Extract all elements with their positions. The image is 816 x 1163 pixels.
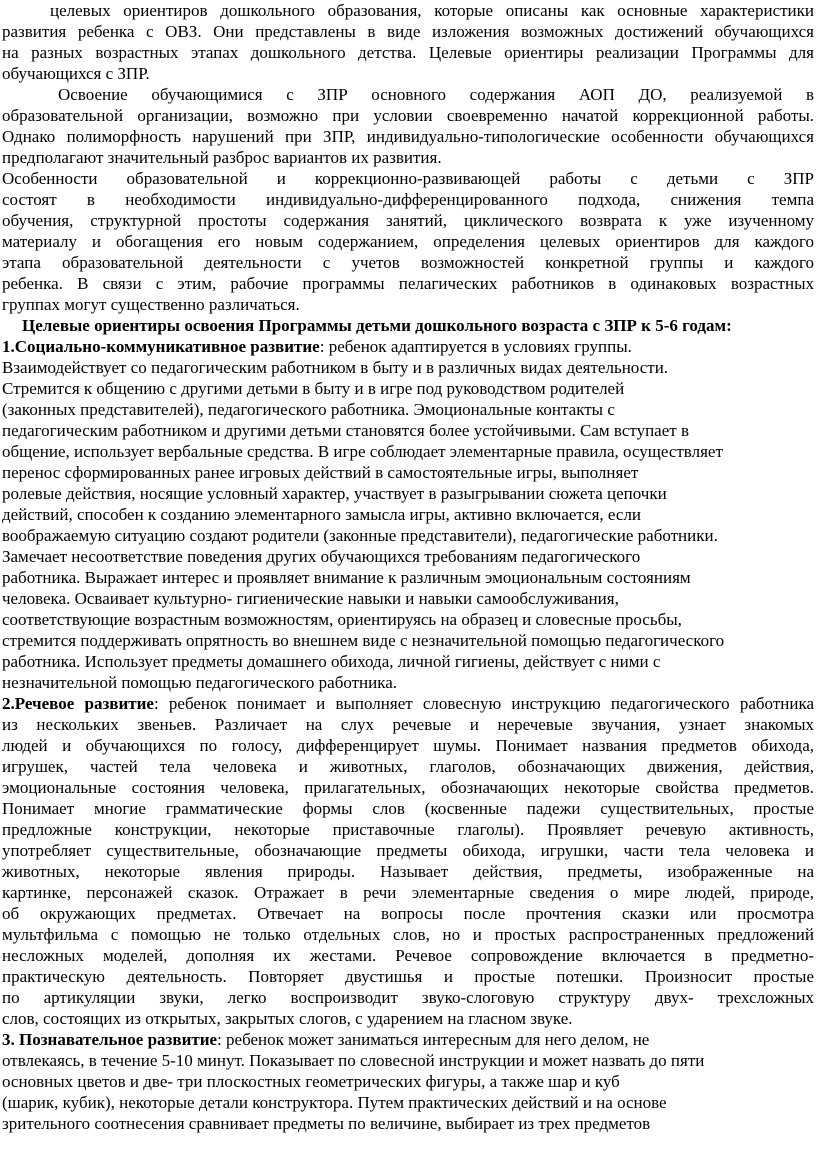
text-line: Освоение обучающимися с ЗПР основного содержания АОП ДО, реализуемой в	[58, 85, 814, 104]
text-line: целевых ориентиров дошкольного образования, которые описаны как основные характеристики	[50, 1, 814, 20]
text-line: несложных моделей, дополняя их жестами. Речевое сопровождение включается в предметно-	[2, 946, 814, 965]
section-heading: Целевые ориентиры освоения Программы детьми дошкольного возраста с ЗПР к 5-6 годам:	[22, 316, 732, 335]
text-line: Взаимодействует со педагогическим работником в быту и в различных видах деятельности.	[2, 358, 669, 377]
section-2-title: 2.Речевое развитие	[2, 694, 154, 713]
text-line: людей и обучающихся по голосу, дифференцирует шумы. Понимает названия предметов обихода,	[2, 736, 814, 755]
text-line: ролевые действия, носящие условный характер, участвует в разыгрывании сюжета цепочки	[2, 484, 667, 503]
section-2-first-line	[2, 693, 814, 714]
text-line: употребляет существительные, обозначающие предметы обихода, игрушки, части тела человека и	[2, 841, 814, 860]
text-line: обучающихся с ЗПР.	[2, 64, 150, 83]
section-2-first-text: : ребенок понимает и выполняет словесную инструкцию педагогического работника	[153, 694, 814, 713]
text-line: перенос сформированных ранее игровых действий в самостоятельные игры, выполняет	[2, 463, 639, 482]
text-line: практическую деятельность. Повторяет двустишья и простые потешки. Произносит простые	[2, 967, 814, 986]
section-1-first-line	[2, 336, 632, 357]
section-3-first-text: : ребенок может заниматься интересным для него делом, не	[217, 1030, 650, 1049]
text-line: педагогическим работником и другими детьми становятся более устойчивыми. Сам вступает в	[2, 421, 689, 440]
text-line: отвлекаясь, в течение 5-10 минут. Показывает по словесной инструкции и может назвать до пяти	[2, 1051, 705, 1070]
text-line: эмоциональные состояния человека, прилагательных, обозначающих некоторые свойства предметов.	[2, 778, 814, 797]
text-line: на разных возрастных этапах дошкольного детства. Целевые ориентиры реализации Программы для	[2, 43, 814, 62]
text-line: (шарик, кубик), некоторые детали конструктора. Путем практических действий и на основе	[2, 1093, 667, 1112]
text-line: животных, некоторые явления природы. Называет действия, предметы, изображенные на	[2, 862, 814, 881]
text-line: обучения, структурной простоты содержания занятий, циклического возврата к уже изученному	[2, 211, 814, 230]
text-line: общение, использует вербальные средства. В игре соблюдает элементарные правила, осуществляет	[2, 442, 723, 461]
text-line: об окружающих предметах. Отвечает на вопросы после прочтения сказки или просмотра	[2, 904, 814, 923]
text-line: предложные конструкции, некоторые приставочные глаголы). Проявляет речевую активность,	[2, 820, 814, 839]
text-line: основных цветов и две- три плоскостных геометрических фигуры, а также шар и куб	[2, 1072, 620, 1091]
text-line: незначительной помощью педагогического работника.	[2, 673, 398, 692]
text-line: образовательной организации, возможно при условии своевременно начатой коррекционной работы.	[2, 106, 814, 125]
text-line: зрительного соотнесения сравнивает предметы по величине, выбирает из трех предметов	[2, 1114, 651, 1133]
text-line: Особенности образовательной и коррекционно-развивающей работы с детьми с ЗПР	[2, 169, 814, 188]
text-line: работника. Выражает интерес и проявляет внимание к различным эмоциональным состояниям	[2, 568, 691, 587]
text-line: картинке, персонажей сказок. Отражает в речи элементарные сведения о мире людей, природе,	[2, 883, 814, 902]
text-line: воображаемую ситуацию создают родители (законные представители), педагогические работники.	[2, 526, 718, 545]
section-3-first-line	[2, 1029, 649, 1050]
section-1-first-text: : ребенок адаптируется в условиях группы.	[319, 337, 632, 356]
text-line: группах могут существенно различаться.	[2, 295, 300, 314]
text-line: Понимает многие грамматические формы слов (косвенные падежи существительных, простые	[2, 799, 814, 818]
text-line: развития ребенка с ОВЗ. Они представлены в виде изложения возможных достижений обучающихся	[2, 22, 814, 41]
text-line: работника. Использует предметы домашнего обихода, личной гигиены, действует с ними с	[2, 652, 661, 671]
text-line: по артикуляции звуки, легко воспроизводит звуко-слоговую структуру двух- трехсложных	[2, 988, 814, 1007]
text-line: ребенка. В связи с этим, рабочие программы пелагических работников в одинаковых возрастных	[2, 274, 814, 293]
text-line: стремится поддерживать опрятность во внешнем виде с незначительной помощью педагогического	[2, 631, 725, 650]
text-line: состоят в необходимости индивидуально-дифференцированного подхода, снижения темпа	[2, 190, 814, 209]
section-3-title: 3. Познавательное развитие	[2, 1030, 218, 1049]
text-line: мультфильма с помощью не только отдельных слов, но и простых распространенных предложений	[2, 925, 814, 944]
section-1-title: 1.Социально-коммуникативное развитие	[2, 337, 320, 356]
text-line: соответствующие возрастным возможностям, ориентируясь на образец и словесные просьбы,	[2, 610, 682, 629]
text-line: слов, состоящих из открытых, закрытых слогов, с ударением на гласном звуке.	[2, 1009, 573, 1028]
text-line: Замечает несоответствие поведения других обучающихся требованиям педагогического	[2, 547, 641, 566]
text-line: этапа образовательной деятельности с учетов возможностей конкретной группы и каждого	[2, 253, 814, 272]
text-line: игрушек, частей тела человека и животных, глаголов, обозначающих движения, действия,	[2, 757, 814, 776]
text-line: из нескольких звеньев. Различает на слух речевые и неречевые звучания, узнает знакомых	[2, 715, 814, 734]
text-line: Стремится к общению с другими детьми в быту и в игре под руководством родителей	[2, 379, 625, 398]
text-line: действий, способен к созданию элементарного замысла игры, активно включается, если	[2, 505, 642, 524]
text-line: человека. Осваивает культурно- гигиенические навыки и навыки самообслуживания,	[2, 589, 619, 608]
text-line: (законных представителей), педагогического работника. Эмоциональные контакты с	[2, 400, 615, 419]
text-line: материалу и обогащения его новым содержанием, определения целевых ориентиров для каждого	[2, 232, 814, 251]
text-line: Однако полиморфность нарушений при ЗПР, индивидуально-типологические особенности обучающихся	[2, 127, 814, 146]
text-line: предполагают значительный разброс вариантов их развития.	[2, 148, 442, 167]
